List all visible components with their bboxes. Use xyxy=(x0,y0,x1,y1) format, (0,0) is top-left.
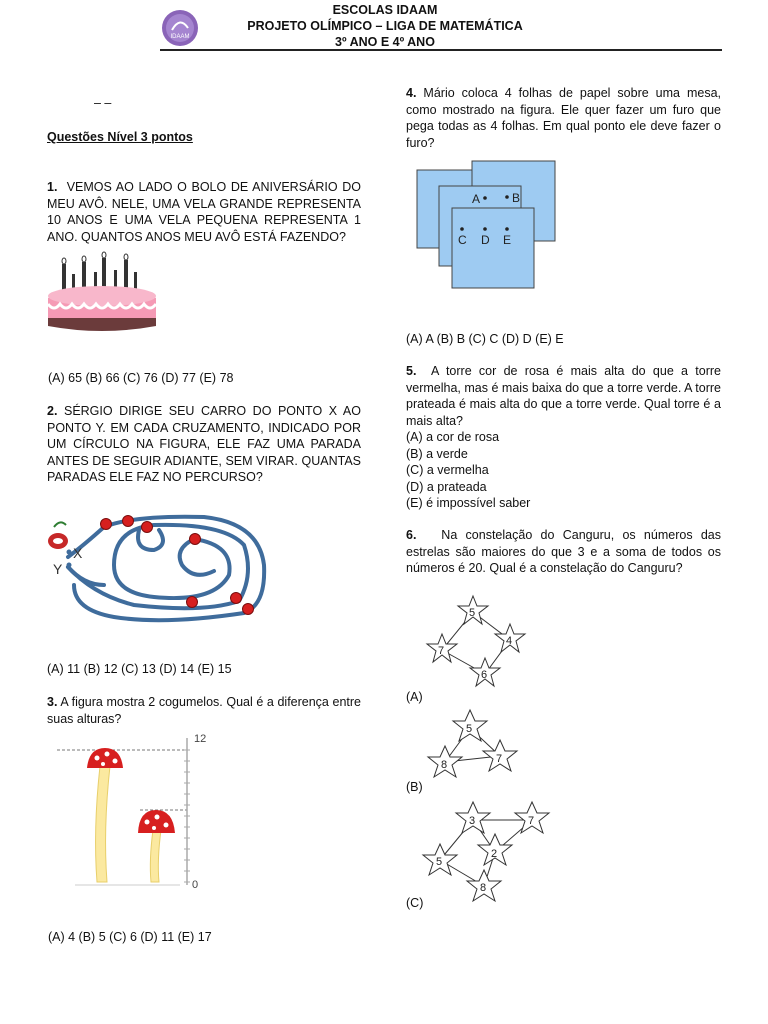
point-c-label: C xyxy=(458,233,467,247)
paper-sheets-figure xyxy=(414,158,559,290)
star-a-4: 4 xyxy=(506,635,513,647)
mushrooms-figure xyxy=(55,730,215,895)
point-a-label: A xyxy=(472,192,481,206)
q2-number: 2. xyxy=(47,404,58,418)
grades-label: 3º ANO E 4º ANO xyxy=(335,35,435,49)
q2-text: SÉRGIO DIRIGE SEU CARRO DO PONTO X AO PONTO Y. EM CADA CRUZAMENTO, INDICADO POR UM CÍRCULO NA FIGURA, ELE FAZ UMA PARADA ANTES DE SEGUIR ADIANTE, SEM VIRAR. QUANTAS PARADAS ELE FAZ NO PERCURSO? xyxy=(47,404,361,484)
scale-top-label: 12 xyxy=(194,733,207,745)
point-x-label: X xyxy=(73,545,83,561)
q5-choice-d: (D) a prateada xyxy=(406,479,487,494)
section-title: Questões Nível 3 pontos xyxy=(47,130,193,144)
option-a-label: (A) xyxy=(406,690,423,704)
star-c-2: 2 xyxy=(491,848,498,860)
option-b-label: (B) xyxy=(406,780,423,794)
q5-number: 5. xyxy=(406,364,417,378)
q2-options: (A) 11 (B) 12 (C) 13 (D) 14 (E) 15 xyxy=(47,662,232,676)
star-b-5: 5 xyxy=(466,723,473,735)
q6-text: Na constelação do Canguru, os números das estrelas são maiores do que 3 e a soma de todos os números é 20. Qual é a constelação do Canguru? xyxy=(406,528,722,575)
dashes: – – xyxy=(94,96,112,110)
q5-choice-e: (E) é impossível saber xyxy=(406,496,531,510)
q4-text: Mário coloca 4 folhas de papel sobre uma mesa, como mostrado na figura. Ele quer fazer um furo que pega todas as 4 folhas. Em qual ponto ele deve fazer o furo? xyxy=(406,86,722,150)
question-2 xyxy=(47,403,361,486)
project-name: PROJETO OLÍMPICO – LIGA DE MATEMÁTICA xyxy=(247,19,523,33)
star-a-7: 7 xyxy=(438,645,445,657)
star-c-3: 3 xyxy=(469,815,476,827)
q5-choice-a: (A) a cor de rosa xyxy=(406,430,500,444)
q1-options: (A) 65 (B) 66 (C) 76 (D) 77 (E) 78 xyxy=(48,371,234,385)
scale-bottom-label: 0 xyxy=(192,879,199,891)
road-maze-figure xyxy=(44,505,274,640)
point-y-label: Y xyxy=(53,561,63,577)
page-header xyxy=(0,0,768,54)
q5-choice-b: (B) a verde xyxy=(406,446,468,461)
question-3 xyxy=(47,694,361,727)
q3-options: (A) 4 (B) 5 (C) 6 (D) 11 (E) 17 xyxy=(48,930,212,944)
q4-number: 4. xyxy=(406,86,417,100)
star-c-8: 8 xyxy=(480,882,487,894)
point-e-label: E xyxy=(503,233,512,247)
school-logo xyxy=(160,8,200,48)
q3-text: A figura mostra 2 cogumelos. Qual é a diferença entre suas alturas? xyxy=(47,695,361,726)
option-c-label: (C) xyxy=(406,896,424,910)
star-a-5: 5 xyxy=(469,607,476,619)
constellation-b xyxy=(420,706,530,782)
question-1 xyxy=(47,179,361,245)
school-name: ESCOLAS IDAAM xyxy=(332,3,438,17)
logo-text: IDAAM xyxy=(170,34,190,40)
header-text xyxy=(200,2,570,50)
birthday-cake-figure xyxy=(44,248,160,334)
star-c-7: 7 xyxy=(528,815,535,827)
q5-text: A torre cor de rosa é mais alta do que a torre vermelha, mas é mais baixa do que a torre verde. A torre prateada é mais alta do que a torre verde. Qual torre é a mais alta? xyxy=(406,364,721,428)
q3-number: 3. xyxy=(47,695,58,709)
header-divider xyxy=(160,49,722,51)
q1-number: 1. xyxy=(47,180,58,194)
star-b-7: 7 xyxy=(496,753,503,765)
constellation-a xyxy=(420,590,530,690)
question-6 xyxy=(406,527,721,577)
star-c-5: 5 xyxy=(436,856,443,868)
star-b-8: 8 xyxy=(441,759,448,771)
q6-number: 6. xyxy=(406,528,417,542)
star-a-6: 6 xyxy=(481,669,488,681)
constellation-c xyxy=(420,798,555,908)
point-d-label: D xyxy=(481,233,490,247)
q4-options: (A) A (B) B (C) C (D) D (E) E xyxy=(406,332,564,346)
q1-text: VEMOS AO LADO O BOLO DE ANIVERSÁRIO DO MEU AVÔ. NELE, UMA VELA GRANDE REPRESENTA 10 ANOS E UMA VELA PEQUENA REPRESENTA 1 ANO. QUANTOS ANOS MEU AVÔ ESTÁ FAZENDO? xyxy=(47,180,361,244)
q5-choice-c: (C) a vermelha xyxy=(406,463,489,477)
point-b-label: B xyxy=(512,191,521,205)
question-5 xyxy=(406,363,721,512)
question-4 xyxy=(406,85,721,151)
